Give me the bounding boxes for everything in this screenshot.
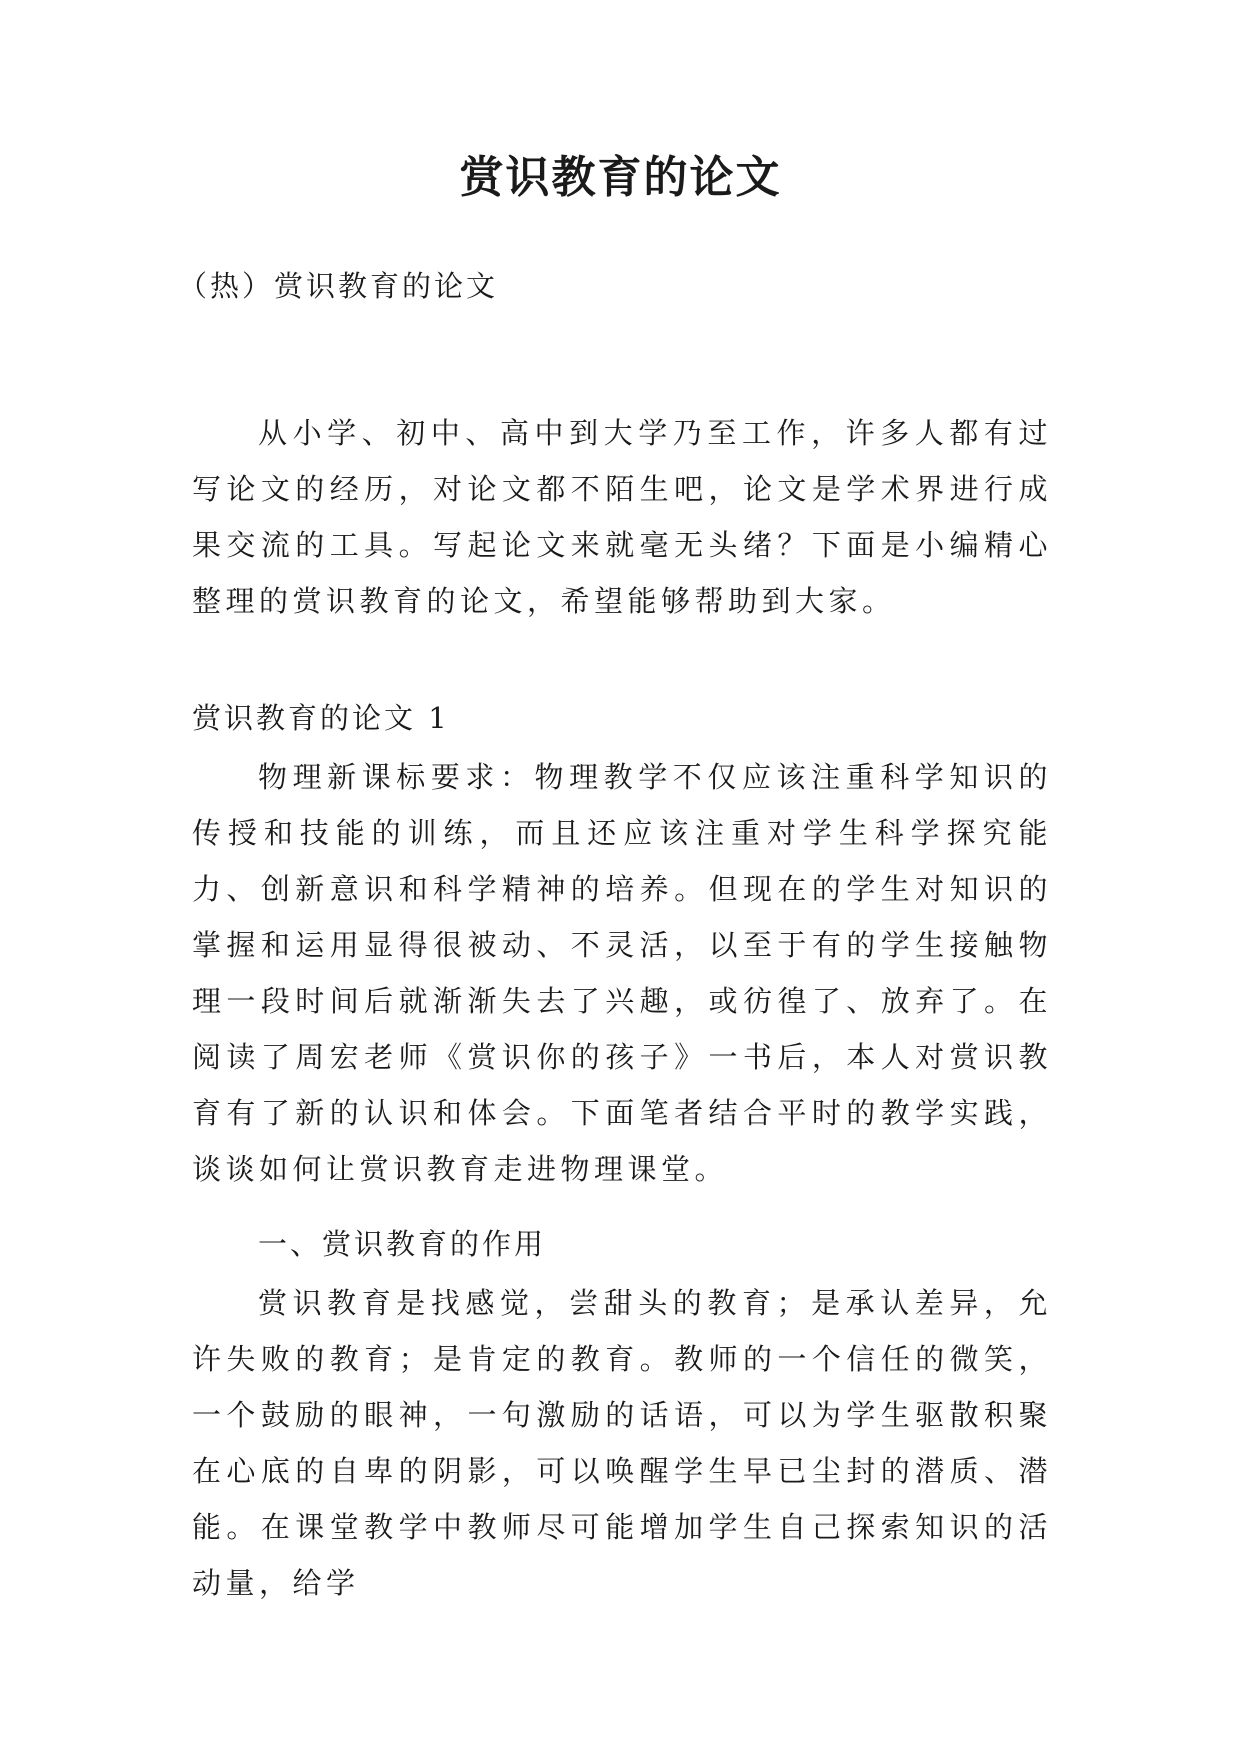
body-paragraph-1: 物理新课标要求：物理教学不仅应该注重科学知识的传授和技能的训练，而且还应该注重对学生科学探究能力、创新意识和科学精神的培养。但现在的学生对知识的掌握和运用显得很被动、不灵活，以至于有的学生接触物理一段时间后就渐渐失去了兴趣，或彷徨了、放弃了。在阅读了周宏老师《赏识你的孩子》一书后，本人对赏识教育有了新的认识和体会。下面笔者结合平时的教学实践，谈谈如何让赏识教育走进物理课堂。 bbox=[192, 760, 1052, 1186]
section-heading: 一、赏识教育的作用 bbox=[258, 1227, 547, 1261]
section-title: 赏识教育的论文 1 bbox=[192, 701, 450, 735]
body-paragraph-2: 赏识教育是找感觉，尝甜头的教育；是承认差异，允许失败的教育；是肯定的教育。教师的一个信任的微笑，一个鼓励的眼神，一句激励的话语，可以为学生驱散积聚在心底的自卑的阴影，可以唤醒学生早已尘封的潜质、潜能。在课堂教学中教师尽可能增加学生自己探索知识的活动量，给学 bbox=[192, 1286, 1052, 1600]
document-subtitle: （热）赏识教育的论文 bbox=[178, 269, 499, 303]
intro-paragraph: 从小学、初中、高中到大学乃至工作，许多人都有过写论文的经历，对论文都不陌生吧，论文是学术界进行成果交流的工具。写起论文来就毫无头绪？下面是小编精心整理的赏识教育的论文，希望能够帮助到大家。 bbox=[192, 416, 1052, 618]
document-title: 赏识教育的论文 bbox=[459, 152, 782, 203]
